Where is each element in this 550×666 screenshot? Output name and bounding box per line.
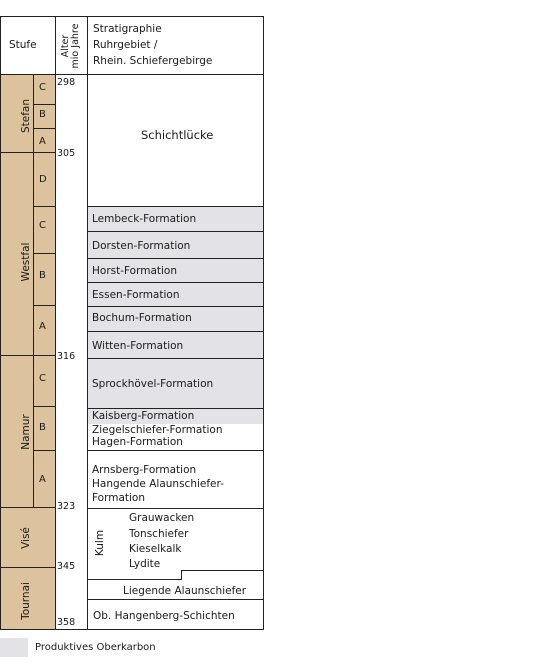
- header-strat-1: Stratigraphie: [93, 23, 162, 35]
- formation-bochum: Bochum-Formation: [92, 312, 192, 324]
- substage-stefan-b: B: [39, 109, 46, 120]
- substage-westfal-d: D: [39, 174, 47, 185]
- formation-kaisberg: Kaisberg-Formation: [92, 410, 195, 422]
- header-alter: Alter mio Jahre: [60, 23, 81, 69]
- header-strat-2: Ruhrgebiet /: [93, 39, 158, 51]
- formation-hangenberg: Ob. Hangenberg-Schichten: [93, 610, 235, 622]
- formation-hangende-1: Hangende Alaunschiefer-: [92, 478, 224, 490]
- age-316: 316: [57, 351, 76, 362]
- header-strat-3: Rhein. Schiefergebirge: [93, 55, 213, 67]
- formation-kulm: Kulm: [94, 529, 106, 557]
- kulm-tonschiefer: Tonschiefer: [129, 528, 189, 540]
- substage-westfal-a: A: [39, 321, 46, 332]
- kulm-lydite: Lydite: [129, 558, 161, 570]
- legend-swatch: [0, 638, 28, 657]
- legend-label: Produktives Oberkarbon: [35, 642, 156, 653]
- formation-liegende: Liegende Alaunschiefer: [123, 585, 247, 597]
- formation-arnsberg: Arnsberg-Formation: [92, 464, 197, 476]
- formation-schichtluecke: Schichtlücke: [141, 128, 214, 142]
- age-323: 323: [57, 501, 76, 512]
- stage-vise: Visé: [20, 527, 32, 549]
- formation-essen: Essen-Formation: [92, 289, 180, 301]
- formation-sprockhoevel: Sprockhövel-Formation: [92, 378, 214, 390]
- formation-dorsten: Dorsten-Formation: [92, 240, 191, 252]
- age-358: 358: [57, 617, 76, 628]
- substage-namur-a: A: [39, 474, 46, 485]
- age-298: 298: [57, 77, 76, 88]
- substage-westfal-c: C: [39, 220, 46, 231]
- formation-witten: Witten-Formation: [92, 340, 184, 352]
- stage-tournai: Tournai: [20, 582, 32, 620]
- header-stufe: Stufe: [9, 39, 37, 51]
- kulm-grauwacken: Grauwacken: [129, 512, 195, 524]
- stage-westfal: Westfal: [20, 242, 32, 282]
- kulm-kieselkalk: Kieselkalk: [129, 543, 182, 555]
- substage-stefan-a: A: [39, 136, 46, 147]
- formation-lembeck: Lembeck-Formation: [92, 213, 197, 225]
- age-345: 345: [57, 561, 76, 572]
- substage-namur-c: C: [39, 373, 46, 384]
- substage-namur-b: B: [39, 422, 46, 433]
- formation-hangende-2: Formation: [92, 492, 145, 504]
- formation-ziegelschiefer: Ziegelschiefer-Formation: [92, 424, 223, 436]
- stage-stefan: Stefan: [20, 98, 32, 134]
- formation-horst: Horst-Formation: [92, 265, 178, 277]
- stage-namur: Namur: [20, 414, 32, 450]
- age-305: 305: [57, 148, 76, 159]
- substage-stefan-c: C: [39, 82, 46, 93]
- formation-hagen: Hagen-Formation: [92, 436, 183, 448]
- substage-westfal-b: B: [39, 270, 46, 281]
